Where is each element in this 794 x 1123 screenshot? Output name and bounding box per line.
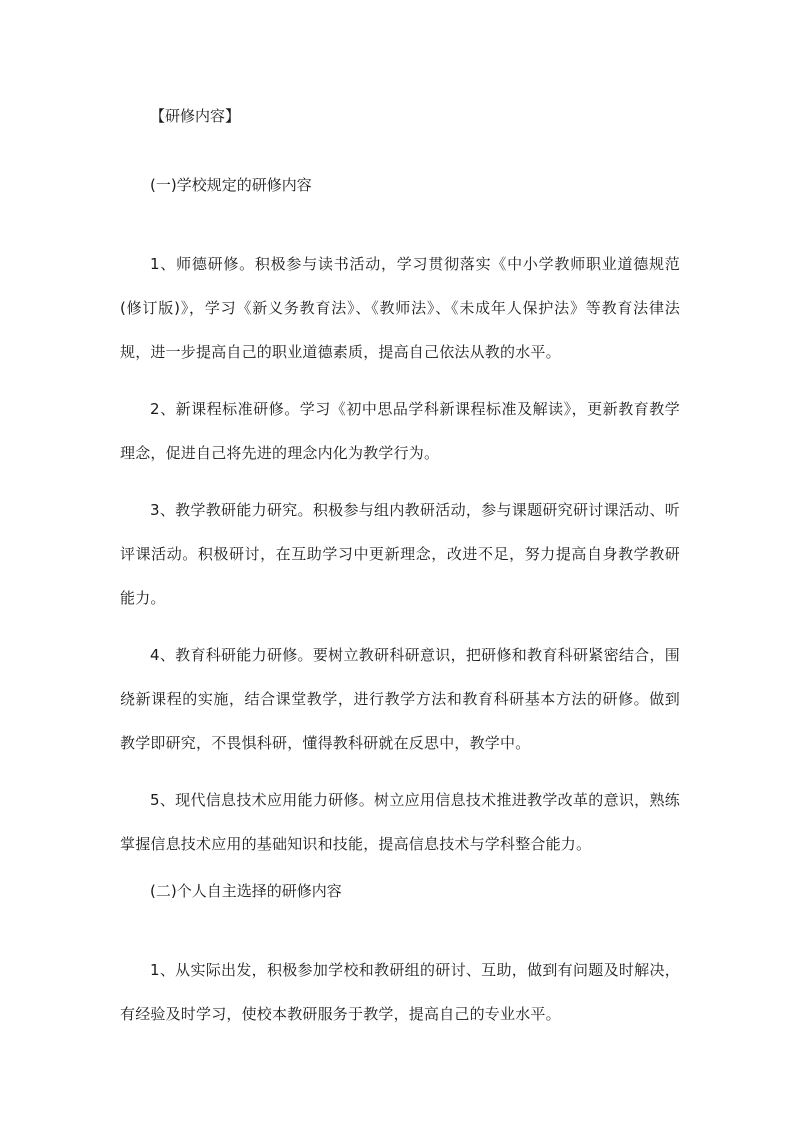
- section-title: 【研修内容】: [150, 107, 241, 125]
- part1-item-4: 4、教育科研能力研修。要树立教研科研意识，把研修和教育科研紧密结合，围绕新课程的实施，结合课堂教学，进行教学方法和教育科研基本方法的研修。做到教学即研究，不畏惧科研，懂得教科研就在反思中，教学中。: [120, 646, 680, 752]
- part2-item-1: 1、从实际出发，积极参加学校和教研组的研讨、互助，做到有问题及时解决，有经验及时学习，使校本教研服务于教学，提高自己的专业水平。: [120, 961, 680, 1023]
- part1-item-1: 1、师德研修。积极参与读书活动，学习贯彻落实《中小学教师职业道德规范(修订版)》，学习《新义务教育法》、《教师法》、《未成年人保护法》等教育法律法规，进一步提高自己的职业道德素质，提高自己依法从教的水平。: [120, 255, 680, 361]
- part1-heading: (一)学校规定的研修内容: [150, 176, 312, 194]
- part1-item-3: 3、教学教研能力研究。积极参与组内教研活动，参与课题研究研讨课活动、听评课活动。积极研讨，在互助学习中更新理念，改进不足，努力提高自身教学教研能力。: [120, 501, 680, 607]
- document-body: [120, 104, 680, 1049]
- part1-item-2: 2、新课程标准研修。学习《初中思品学科新课程标准及解读》，更新教育教学理念，促进自己将先进的理念内化为教学行为。: [120, 400, 680, 462]
- part2-heading: (二)个人自主选择的研修内容: [150, 882, 342, 900]
- part1-item-5: 5、现代信息技术应用能力研修。树立应用信息技术推进教学改革的意识，熟练掌握信息技术应用的基础知识和技能，提高信息技术与学科整合能力。: [120, 791, 680, 853]
